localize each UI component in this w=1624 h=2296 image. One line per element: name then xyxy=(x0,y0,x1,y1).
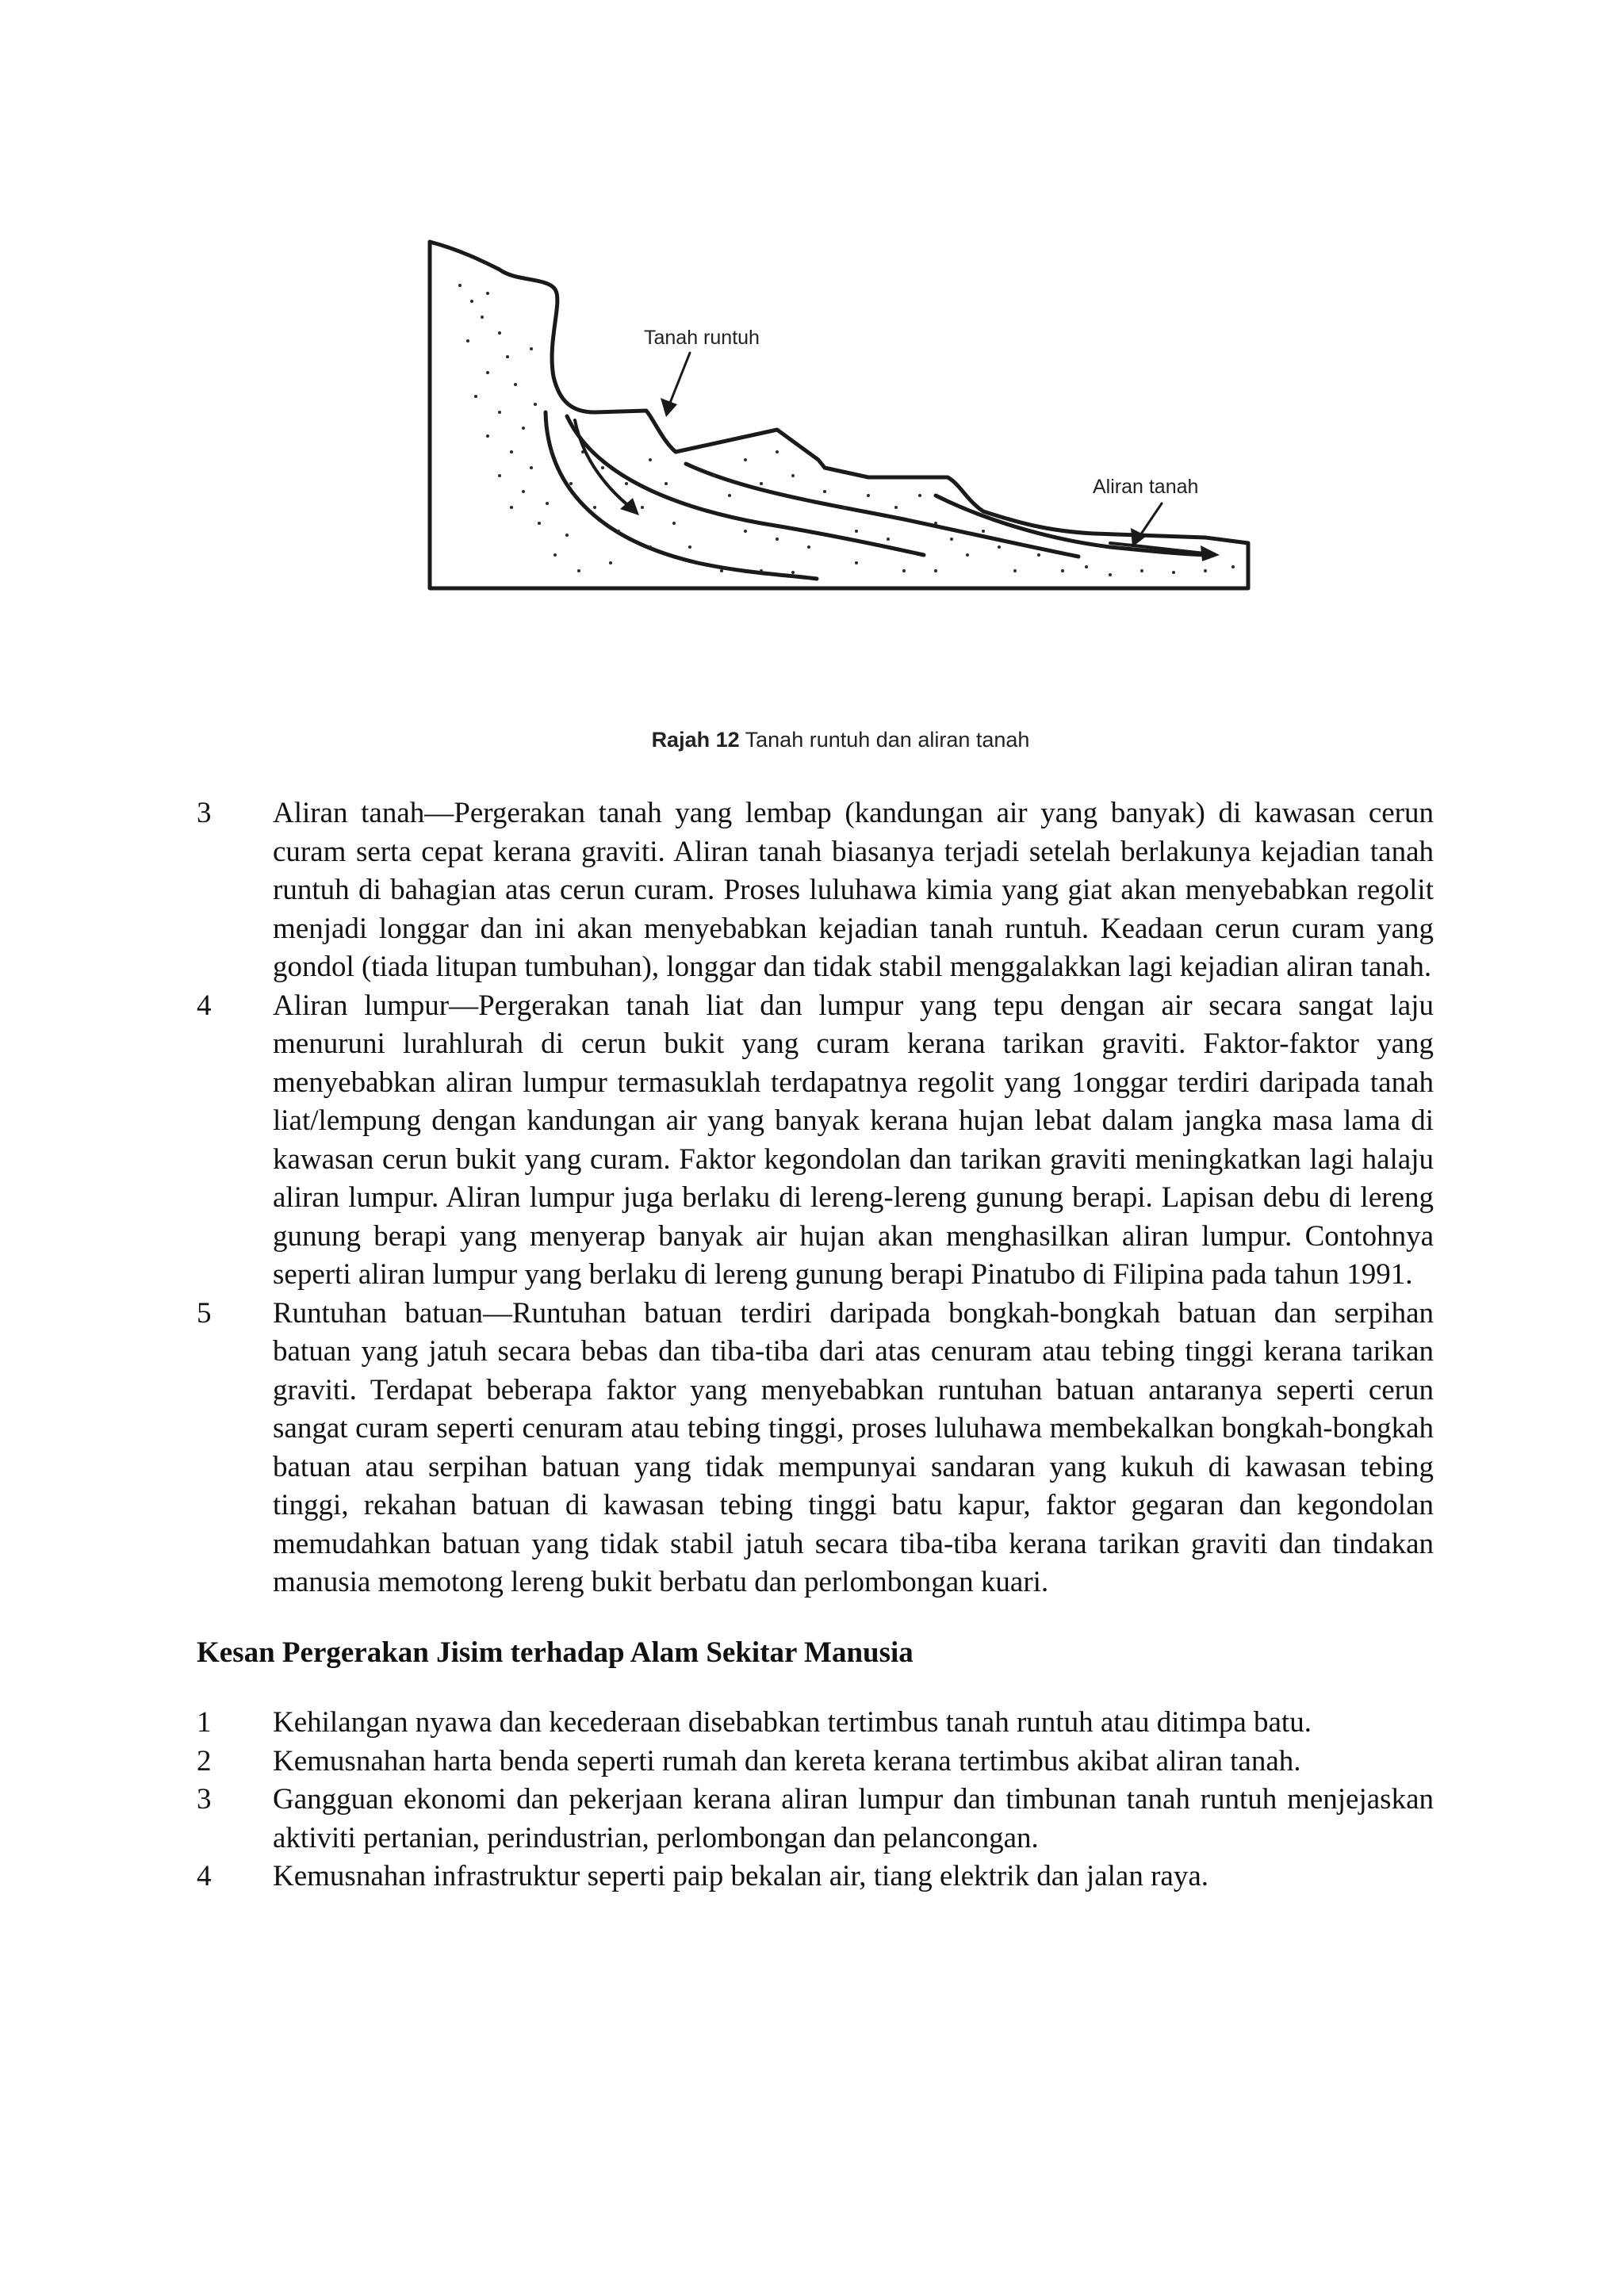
effect-item xyxy=(197,1704,1434,1743)
item-number: 3 xyxy=(197,797,212,829)
item-number: 5 xyxy=(197,1296,212,1330)
item-text: Gangguan ekonomi dan pekerjaan kerana aliran lumpur dan timbunan tanah runtuh menjejaskan aktiviti pertanian, perindustrian, perlombongan dan pelancongan. xyxy=(273,1783,1434,1854)
item-number: 4 xyxy=(197,989,212,1022)
figure-caption-prefix: Rajah 12 xyxy=(651,728,740,752)
list-item-aliran-tanah xyxy=(197,794,1434,987)
main-content xyxy=(197,794,1434,1896)
movement-arrow xyxy=(575,420,630,507)
figure-caption xyxy=(412,728,1269,752)
section-heading: Kesan Pergerakan Jisim terhadap Alam Sekitar Manusia xyxy=(197,1636,914,1669)
item-number: 4 xyxy=(197,1860,212,1892)
effect-item xyxy=(197,1743,1434,1781)
item-text: Kemusnahan harta benda seperti rumah dan kereta kerana tertimbus akibat aliran tanah. xyxy=(273,1744,1301,1777)
effect-item xyxy=(197,1858,1434,1896)
item-text: Aliran tanah—Pergerakan tanah yang lembap (kandungan air yang banyak) di kawasan cerun curam serta cepat kerana graviti. Aliran tanah biasanya terjadi setelah berlakunya kejadian tanah runtuh di bahagian atas cerun curam. Proses luluhawa kimia yang giat akan menyebabkan regolit menjadi longgar dan ini akan menyebabkan kejadian tanah runtuh. Keadaan cerun curam yang gondol (tiada litupan tumbuhan), longgar dan tidak stabil menggalakkan lagi kejadian aliran tanah. xyxy=(273,797,1434,983)
list-item-aliran-lumpur xyxy=(197,987,1434,1295)
item-text: Aliran lumpur—Pergerakan tanah liat dan lumpur yang tepu dengan air secara sangat laju menuruni lurahlurah di cerun bukit yang curam kerana tarikan graviti. Faktor-faktor yang menyebabkan aliran lumpur termasuklah terdapatnya regolit yang 1onggar terdiri daripada tanah liat/lempung dengan kandungan air yang banyak kerana hujan lebat dalam jangka masa lama di kawasan cerun bukit yang curam. Faktor kegondolan dan tarikan graviti meningkatkan lagi halaju aliran lumpur. Aliran lumpur juga berlaku di lereng-lereng gunung berapi. Lapisan debu di lereng gunung berapi yang menyerap banyak air hujan akan menghasilkan aliran lumpur. Contohnya seperti aliran lumpur yang berlaku di lereng gunung berapi Pinatubo di Filipina pada tahun 1991. xyxy=(273,989,1434,1291)
slip-curve-1 xyxy=(546,412,817,579)
effect-item xyxy=(197,1781,1434,1858)
item-text: Runtuhan batuan—Runtuhan batuan terdiri daripada bongkah-bongkah batuan dan serpihan batuan yang jatuh secara bebas dan tiba-tiba dari atas cenuram atau tebing tinggi kerana tarikan graviti. Terdapat beberapa faktor yang menyebabkan runtuhan batuan antaranya seperti cerun sangat curam seperti cenuram atau tebing tinggi, proses luluhawa membekalkan bongkah-bongkah batuan atau serpihan batuan yang tidak mempunyai sandaran yang kukuh di kawasan tebing tinggi, rekahan batuan di kawasan tebing tinggi batu kapur, faktor gegaran dan kegondolan memudahkan batuan yang tidak stabil jatuh secara tiba-tiba kerana tarikan graviti dan tindakan manusia memotong lereng bukit berbatu dan perlombongan kuari. xyxy=(273,1296,1434,1598)
label-tanah-runtuh: Tanah runtuh xyxy=(644,327,760,349)
tanah-runtuh-pointer xyxy=(670,353,690,403)
figure-rajah-12 xyxy=(412,222,1269,769)
item-number: 2 xyxy=(197,1744,212,1777)
item-number: 3 xyxy=(197,1783,212,1816)
item-text: Kemusnahan infrastruktur seperti paip bekalan air, tiang elektrik dan jalan raya. xyxy=(273,1860,1209,1892)
label-aliran-tanah: Aliran tanah xyxy=(1093,476,1199,498)
figure-caption-text: Tanah runtuh dan aliran tanah xyxy=(745,728,1030,752)
item-text: Kehilangan nyawa dan kecederaan disebabkan tertimbus tanah runtuh atau ditimpa batu. xyxy=(273,1706,1312,1739)
flow-arrowhead xyxy=(1201,545,1220,561)
list-item-runtuhan-batuan xyxy=(197,1295,1434,1602)
tanah-runtuh-arrowhead xyxy=(661,398,677,417)
aliran-tanah-pointer xyxy=(1140,503,1162,535)
item-number: 1 xyxy=(197,1706,212,1739)
landslide-diagram xyxy=(412,222,1269,714)
